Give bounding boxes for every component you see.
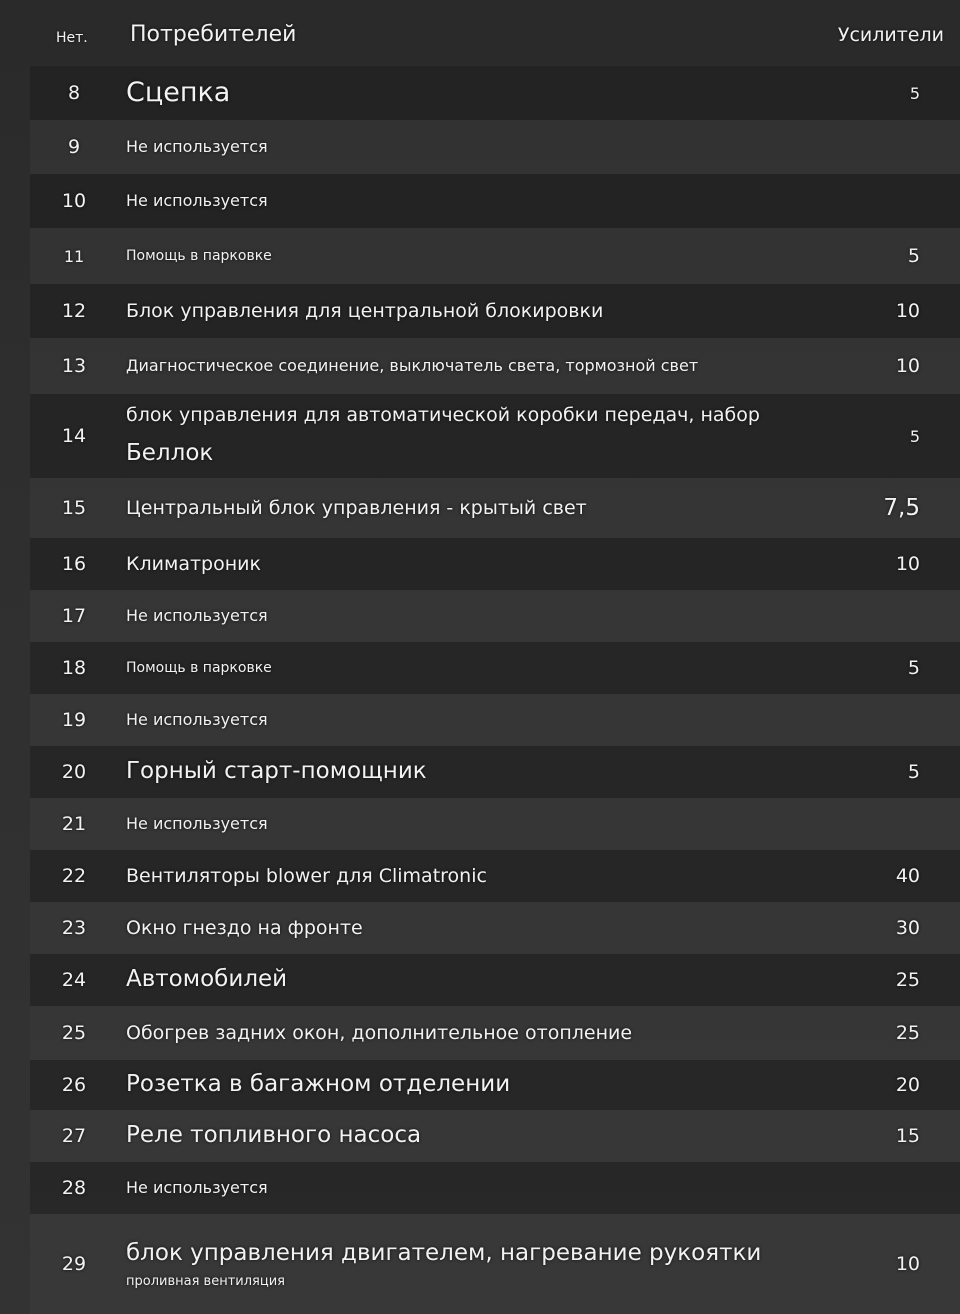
fuse-consumer: [126, 694, 800, 746]
fuse-amps: 30: [895, 917, 920, 939]
fuse-amps: 10: [895, 355, 920, 377]
fuse-consumer: [126, 746, 800, 798]
fuse-amps: [840, 174, 920, 228]
table-row: [30, 1006, 960, 1060]
table-row: [30, 478, 960, 538]
fuse-number: 24: [61, 969, 87, 991]
consumer-text: блок управления для автоматической коробки передач, набор: [126, 404, 760, 427]
fuse-consumer: [126, 1110, 800, 1162]
consumer-text: Помощь в парковке: [126, 247, 272, 264]
fuse-amps: 10: [895, 1253, 920, 1275]
consumer-text: Не используется: [126, 1177, 268, 1197]
number-column-header: Нет.: [56, 30, 88, 46]
consumer-text: Сцепка: [126, 77, 231, 109]
fuse-amps: 10: [895, 300, 920, 322]
table-row: [30, 1214, 960, 1314]
table-row: [30, 954, 960, 1006]
fuse-amps: 5: [909, 426, 920, 446]
fuse-number: 15: [61, 497, 87, 519]
fuse-number: 8: [67, 82, 81, 104]
fuse-number: 23: [61, 917, 87, 939]
fuse-number: 27: [61, 1125, 87, 1147]
fuse-amps: [840, 798, 920, 850]
fuse-consumer: [126, 338, 800, 394]
table-row: [30, 850, 960, 902]
table-header: [0, 0, 960, 66]
consumer-text-line2: Беллок: [126, 439, 214, 466]
consumer-column-header: Потребителей: [130, 22, 297, 47]
table-row: [30, 66, 960, 120]
consumer-text: Вентиляторы blower для Climatronic: [126, 864, 487, 887]
fuse-amps: 40: [895, 865, 920, 887]
table-row: [30, 1162, 960, 1214]
consumer-text: Не используется: [126, 813, 268, 833]
fuse-amps: [840, 1162, 920, 1214]
fuse-number: 17: [61, 605, 87, 627]
fuse-consumer: [126, 394, 800, 478]
fuse-amps: 5: [907, 657, 920, 679]
table-row: [30, 228, 960, 284]
table-row: [30, 284, 960, 338]
table-row: [30, 694, 960, 746]
table-row: [30, 338, 960, 394]
consumer-text: Обогрев задних окон, дополнительное отопление: [126, 1021, 633, 1044]
fuse-number: 21: [61, 813, 87, 835]
fuse-consumer: [126, 798, 800, 850]
consumer-text: Автомобилей: [126, 966, 288, 993]
fuse-consumer: [126, 642, 800, 694]
table-row: [30, 642, 960, 694]
table-row: [30, 746, 960, 798]
fuse-number: 29: [61, 1253, 87, 1275]
fuse-amps: 7,5: [883, 495, 920, 521]
amps-column-header: Усилители: [837, 24, 944, 46]
table-row: [30, 902, 960, 954]
fuse-consumer: [126, 66, 800, 120]
fuse-amps: [840, 120, 920, 174]
consumer-text: Не используется: [126, 190, 268, 210]
fuse-consumer: [126, 1214, 800, 1314]
fuse-consumer: [126, 228, 800, 284]
fuse-number: 26: [61, 1074, 87, 1096]
fuse-consumer: [126, 1006, 800, 1060]
table-row: [30, 798, 960, 850]
consumer-text: Реле топливного насоса: [126, 1122, 422, 1149]
fuse-number: 9: [67, 136, 81, 158]
fuse-number: 20: [61, 761, 87, 783]
table-row: [30, 394, 960, 478]
fuse-amps: 25: [895, 969, 920, 991]
fuse-consumer: [126, 478, 800, 538]
fuse-amps: 15: [895, 1125, 920, 1147]
consumer-text: Диагностическое соединение, выключатель света, тормозной свет: [126, 355, 699, 375]
fuse-amps: 20: [895, 1074, 920, 1096]
fuse-amps: 5: [909, 83, 920, 103]
fuse-number: 16: [61, 553, 87, 575]
fuse-consumer: [126, 120, 800, 174]
table-row: [30, 1110, 960, 1162]
fuse-consumer: [126, 174, 800, 228]
consumer-text: Помощь в парковке: [126, 659, 272, 676]
fuse-number: 11: [63, 246, 85, 266]
consumer-text-line2: проливная вентиляция: [126, 1274, 285, 1289]
fuse-number: 14: [61, 425, 87, 447]
table-row: [30, 120, 960, 174]
fuse-number: 28: [61, 1177, 87, 1199]
fuse-number: 22: [61, 865, 87, 887]
fuse-consumer: [126, 538, 800, 590]
consumer-text: Не используется: [126, 709, 268, 729]
consumer-text: Розетка в багажном отделении: [126, 1071, 511, 1098]
fuse-amps: 5: [907, 245, 920, 267]
fuse-consumer: [126, 902, 800, 954]
fuse-amps: 25: [895, 1022, 920, 1044]
fuse-consumer: [126, 590, 800, 642]
fuse-consumer: [126, 850, 800, 902]
table-row: [30, 174, 960, 228]
fuse-consumer: [126, 1162, 800, 1214]
fuse-amps: 5: [907, 761, 920, 783]
fuse-consumer: [126, 284, 800, 338]
fuse-amps: [840, 694, 920, 746]
consumer-text: блок управления двигателем, нагревание рукоятки: [126, 1240, 762, 1267]
fuse-number: 12: [61, 300, 87, 322]
table-row: [30, 1060, 960, 1110]
fuse-number: 19: [61, 709, 87, 731]
consumer-text: Не используется: [126, 605, 268, 625]
consumer-text: Блок управления для центральной блокировки: [126, 299, 604, 322]
fuse-consumer: [126, 954, 800, 1006]
fuse-number: 13: [61, 355, 87, 377]
consumer-text: Климатроник: [126, 552, 261, 575]
fuse-number: 25: [61, 1022, 87, 1044]
fuse-amps: [840, 590, 920, 642]
table-row: [30, 538, 960, 590]
table-row: [30, 590, 960, 642]
fuse-number: 18: [61, 657, 87, 679]
fuse-consumer: [126, 1060, 800, 1110]
consumer-text: Окно гнездо на фронте: [126, 916, 363, 939]
consumer-text: Не используется: [126, 136, 268, 156]
fuse-number: 10: [61, 190, 87, 212]
consumer-text: Центральный блок управления - крытый свет: [126, 496, 587, 519]
consumer-text: Горный старт-помощник: [126, 758, 427, 785]
fuse-amps: 10: [895, 553, 920, 575]
